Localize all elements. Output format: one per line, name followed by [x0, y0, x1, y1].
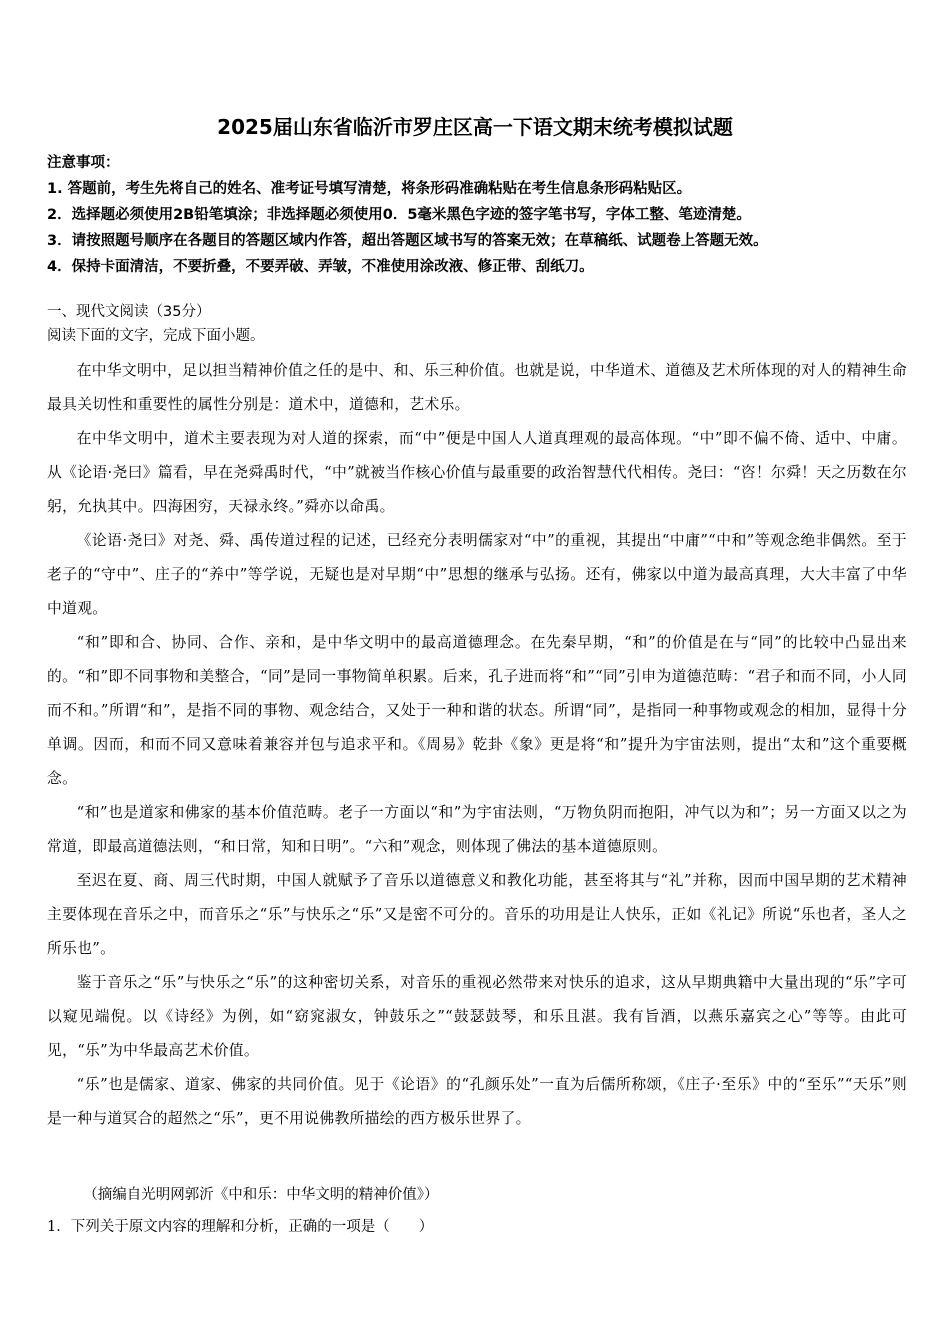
section-heading: 一、现代文阅读（35分）: [47, 304, 211, 320]
passage-paragraph: 至迟在夏、商、周三代时期，中国人就赋予了音乐以道德意义和教化功能，甚至将其与“礼”并称，因而中国早期的艺术精神主要体现在音乐之中，而音乐之“乐”与快乐之“乐”又是密不可分的。音乐的功用是让人快乐，正如《礼记》所说“乐也者，圣人之所乐也”。: [47, 872, 907, 957]
notice-heading: 注意事项：: [47, 155, 120, 171]
reading-instruction: 阅读下面的文字，完成下面小题。: [47, 328, 265, 344]
reading-passage: [47, 354, 907, 1136]
notice-item: 3．请按照题号顺序在各题目的答题区域内作答，超出答题区域书写的答案无效；在草稿纸、试题卷上答题无效。: [47, 233, 768, 249]
passage-source: （摘编自光明网郭沂《中和乐：中华文明的精神价值》）: [83, 1187, 439, 1203]
passage-paragraph: 鉴于音乐之“乐”与快乐之“乐”的这种密切关系，对音乐的重视必然带来对快乐的追求，这从早期典籍中大量出现的“乐”字可以窥见端倪。以《诗经》为例，如“窈窕淑女，钟鼓乐之”“鼓瑟鼓琴，和乐且湛。我有旨酒，以燕乐嘉宾之心”等等。由此可见，“乐”为中华最高艺术价值。: [47, 974, 907, 1059]
passage-paragraph: 《论语·尧曰》对尧、舜、禹传道过程的记述，已经充分表明儒家对“中”的重视，其提出“中庸”“中和”等观念绝非偶然。至于老子的“守中”、庄子的“养中”等学说，无疑也是对早期“中”思想的继承与弘扬。还有，佛家以中道为最高真理，大大丰富了中华中道观。: [47, 532, 907, 617]
passage-paragraph: 在中华文明中，足以担当精神价值之任的是中、和、乐三种价值。也就是说，中华道术、道德及艺术所体现的对人的精神生命最具关切性和重要性的属性分别是：道术中，道德和，艺术乐。: [47, 362, 907, 413]
exam-title: 2025届山东省临沂市罗庄区高一下语文期末统考模拟试题: [217, 115, 733, 139]
question-1: 1．下列关于原文内容的理解和分析，正确的一项是（ ）: [47, 1219, 434, 1235]
passage-paragraph: “和”也是道家和佛家的基本价值范畴。老子一方面以“和”为宇宙法则，“万物负阴而抱阳，冲气以为和”；另一方面又以之为常道，即最高道德法则，“和日常，知和日明”。“六和”观念，则体现了佛法的基本道德原则。: [47, 804, 907, 855]
passage-paragraph: “乐”也是儒家、道家、佛家的共同价值。见于《论语》的“孔颜乐处”一直为后儒所称颂，《庄子·至乐》中的“至乐”“天乐”则是一种与道冥合的超然之“乐”，更不用说佛教所描绘的西方极乐世界了。: [47, 1076, 907, 1127]
notice-item: 1. 答题前，考生先将自己的姓名、准考证号填写清楚，将条形码准确粘贴在考生信息条形码粘贴区。: [47, 181, 692, 197]
passage-paragraph: “和”即和合、协同、合作、亲和，是中华文明中的最高道德理念。在先秦早期，“和”的价值是在与“同”的比较中凸显出来的。“和”即不同事物和美整合，“同”是同一事物简单积累。后来，孔子进而将“和”“同”引申为道德范畴：“君子和而不同，小人同而不和。”所谓“和”，是指不同的事物、观念结合，又处于一种和谐的状态。所谓“同”，是指同一种事物或观念的相加，显得十分单调。因而，和而不同又意味着兼容并包与追求平和。《周易》乾卦《象》更是将“和”提升为宇宙法则，提出“太和”这个重要概念。: [47, 634, 907, 787]
passage-paragraph: 在中华文明中，道术主要表现为对人道的探索，而“中”便是中国人人道真理观的最高体现。“中”即不偏不倚、适中、中庸。从《论语·尧曰》篇看，早在尧舜禹时代，“中”就被当作核心价值与最重要的政治智慧代代相传。尧曰：“咨！尔舜！天之历数在尔躬，允执其中。四海困穷，天禄永终。”舜亦以命禹。: [47, 430, 907, 515]
notice-item: 2．选择题必须使用2B铅笔填涂；非选择题必须使用0．5毫米黑色字迹的签字笔书写，字体工整、笔迹清楚。: [47, 207, 751, 223]
notice-block: [47, 150, 907, 280]
notice-item: 4．保持卡面清洁，不要折叠，不要弄破、弄皱，不准使用涂改液、修正带、刮纸刀。: [47, 259, 594, 275]
